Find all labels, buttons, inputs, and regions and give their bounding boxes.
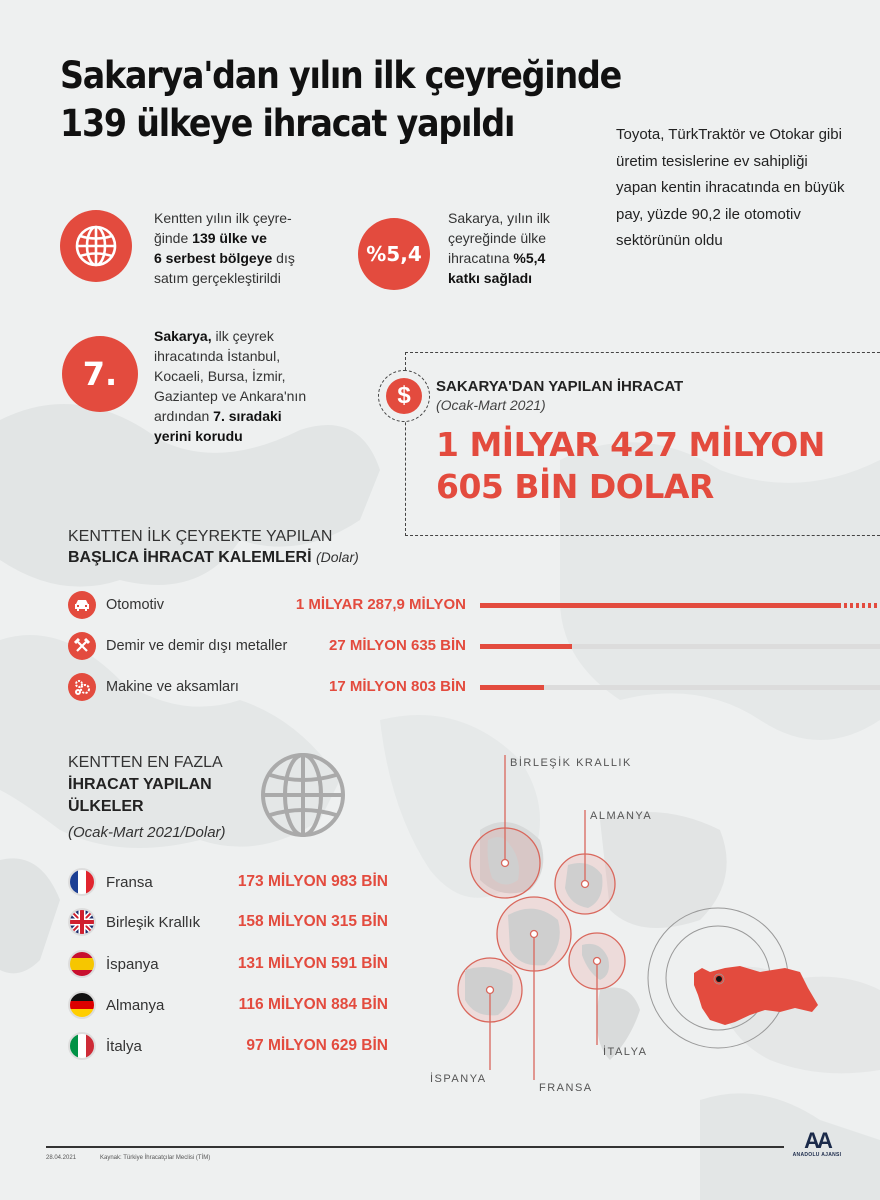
item-value: 17 MİLYON 803 BİN	[329, 678, 466, 695]
item-bar	[480, 603, 880, 608]
country-row-spain	[68, 950, 398, 980]
item-bar	[480, 685, 880, 690]
country-value: 158 MİLYON 315 BİN	[237, 913, 388, 930]
item-label: Makine ve aksamları	[106, 679, 239, 695]
export-item-machinery	[68, 673, 880, 703]
share-badge-value: %5,4	[366, 242, 422, 266]
map-label-uk: BİRLEŞİK KRALLIK	[510, 757, 632, 769]
logo-text: ANADOLU AJANSI	[792, 1152, 842, 1158]
items-section-heading: KENTTEN İLK ÇEYREKTE YAPILAN BAŞLICA İHRACAT KALEMLERİ (Dolar)	[68, 528, 359, 566]
country-value: 131 MİLYON 591 BİN	[237, 955, 388, 972]
footer-divider	[46, 1146, 784, 1148]
country-row-germany	[68, 991, 398, 1021]
hammers-icon	[68, 632, 96, 660]
fact-share: Sakarya, yılın ilk çeyreğinde ülke ihracatına %5,4 katkı sağladı	[448, 210, 550, 286]
globe-icon	[73, 223, 119, 269]
footer-date: 28.04.2021	[46, 1155, 77, 1161]
dollar-badge	[378, 370, 430, 422]
italy-flag	[68, 1032, 96, 1060]
bar-truncation	[838, 603, 880, 608]
country-row-france	[68, 868, 398, 898]
car-icon	[68, 591, 96, 619]
country-value: 97 MİLYON 629 BİN	[246, 1037, 388, 1054]
item-bar	[480, 644, 880, 649]
dollar-icon: $	[386, 378, 422, 414]
item-label: Otomotiv	[106, 597, 165, 613]
item-value: 27 MİLYON 635 BİN	[329, 637, 466, 654]
country-name: Birleşik Krallık	[106, 914, 201, 931]
share-badge	[358, 218, 430, 290]
export-total-value: 1 MİLYAR 427 MİLYON 605 BİN DOLAR	[436, 425, 825, 506]
page-title: Sakarya'dan yılın ilk çeyreğinde 139 ülkeye ihracat yapıldı	[60, 54, 622, 145]
country-name: İspanya	[106, 956, 159, 973]
europe-map	[440, 740, 880, 1110]
map-label-italy: İTALYA	[603, 1046, 648, 1058]
export-item-otomotiv	[68, 591, 880, 621]
fact-countries: Kentten yılın ilk çeyre- ğinde 139 ülke ve 6 serbest bölgeye dış satım gerçekleştirildi	[154, 210, 295, 286]
germany-flag	[68, 991, 96, 1019]
export-item-metals	[68, 632, 880, 662]
spain-flag	[68, 950, 96, 978]
export-total-title: SAKARYA'DAN YAPILAN İHRACAT	[436, 378, 684, 395]
rank-badge	[62, 336, 138, 412]
country-row-italy	[68, 1032, 398, 1062]
map-label-france: FRANSA	[539, 1082, 593, 1094]
country-row-uk	[68, 908, 398, 938]
france-flag	[68, 868, 96, 896]
country-value: 116 MİLYON 884 BİN	[238, 996, 388, 1013]
gears-icon	[68, 673, 96, 701]
map-label-spain: İSPANYA	[430, 1073, 487, 1085]
rank-badge-value: 7.	[82, 355, 118, 393]
item-label: Demir ve demir dışı metaller	[106, 638, 288, 654]
country-name: İtalya	[106, 1038, 142, 1055]
country-value: 173 MİLYON 983 BİN	[237, 873, 388, 890]
footer-source: Kaynak: Türkiye İhracatçılar Meclisi (TİM)	[100, 1155, 211, 1161]
logo-mark: AA	[804, 1128, 830, 1153]
country-name: Almanya	[106, 997, 165, 1014]
country-name: Fransa	[106, 874, 153, 891]
map-label-germany: ALMANYA	[590, 810, 653, 822]
export-total-period: (Ocak-Mart 2021)	[436, 397, 546, 413]
anadolu-logo	[792, 1130, 842, 1158]
fact-rank: Sakarya, ilk çeyrek ihracatında İstanbul, Kocaeli, Bursa, İzmir, Gaziantep ve Ankara'nın ardından 7. sıradaki yerini korudu	[154, 328, 307, 444]
globe-outline-icon	[258, 750, 348, 840]
uk-flag	[68, 908, 96, 936]
countries-section-heading: KENTTEN EN FAZLA İHRACAT YAPILAN ÜLKELER (Ocak-Mart 2021/Dolar)	[68, 754, 226, 841]
side-note: Toyota, TürkTraktör ve Otokar gibi üretim tesislerine ev sahipliği yapan kentin ihracatında en büyük pay, yüzde 90,2 ile otomotiv sektörünün oldu	[616, 126, 845, 249]
globe-badge	[60, 210, 132, 282]
item-value: 1 MİLYAR 287,9 MİLYON	[295, 596, 466, 613]
